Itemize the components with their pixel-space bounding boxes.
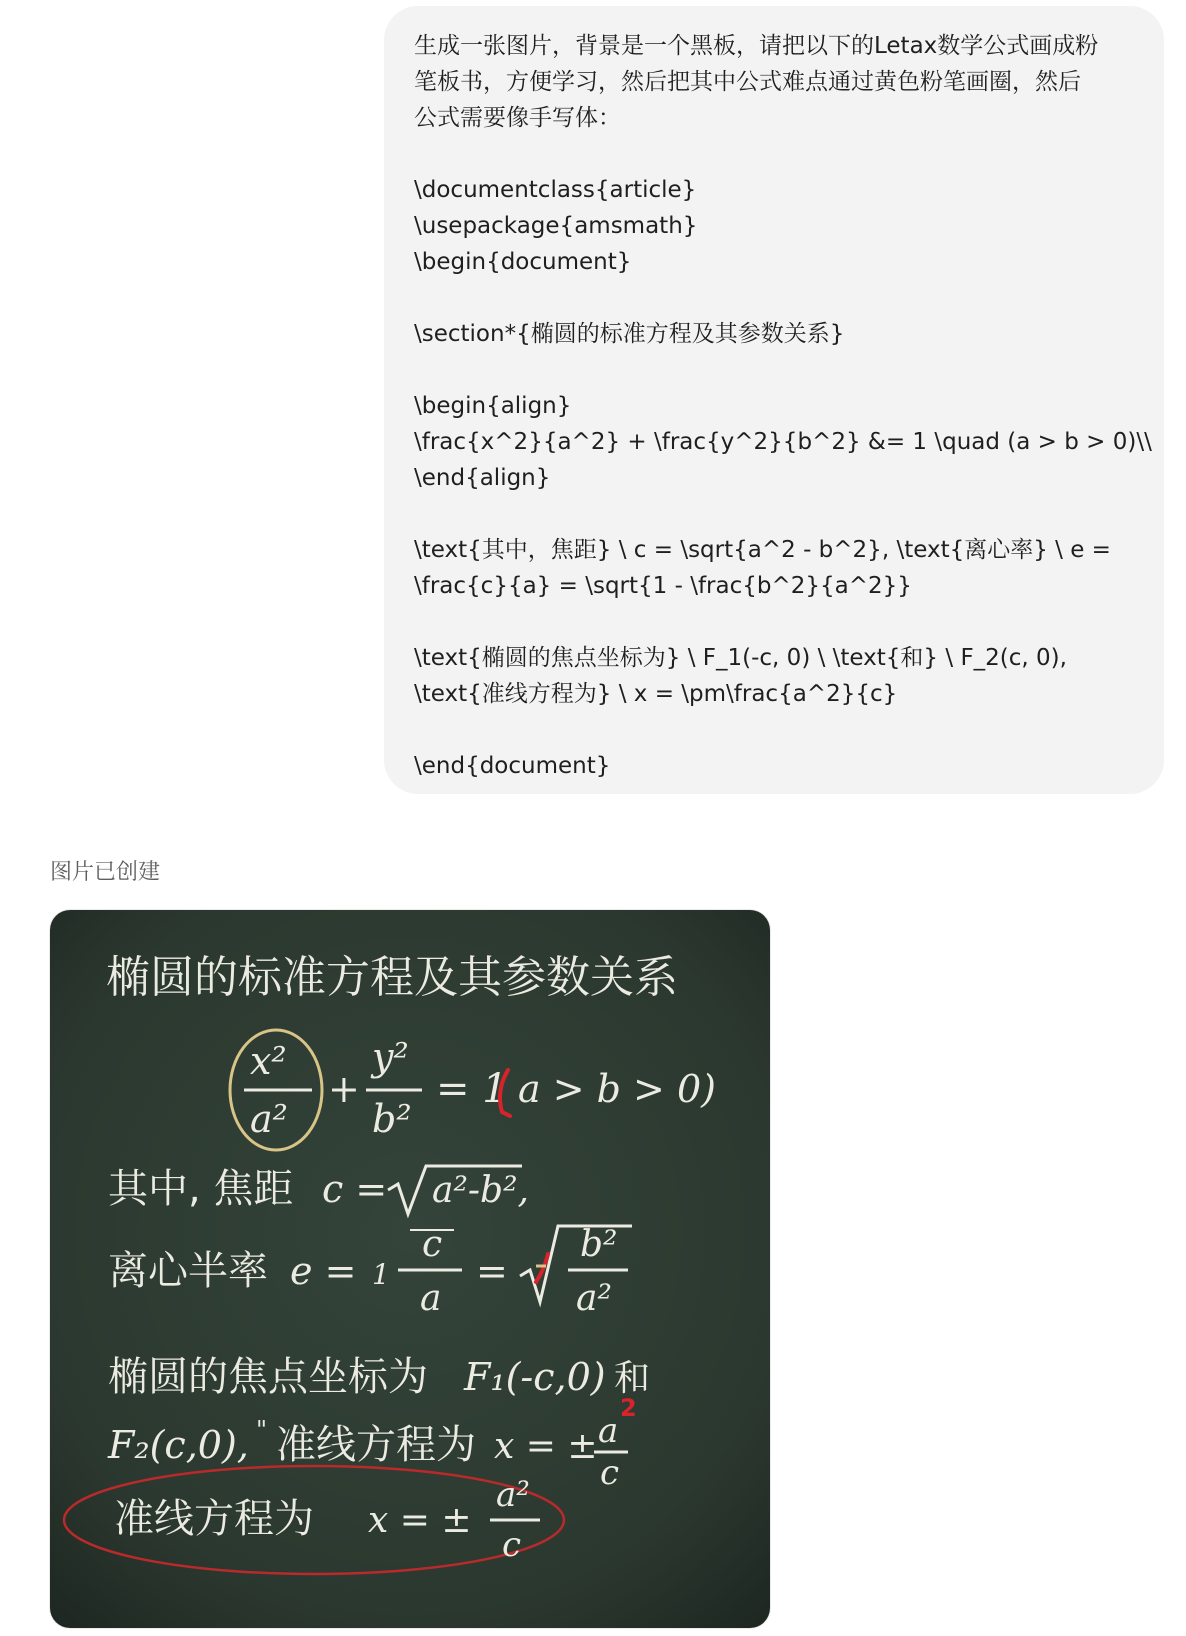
line3-sqrt-denominator: a² <box>576 1278 612 1319</box>
user-message-latex-code <box>414 172 1152 784</box>
latex-code-line: \begin{document} <box>414 249 632 275</box>
line2-label: 其中, 焦距 <box>108 1166 294 1212</box>
line4-f1: F₁(-c,0) <box>464 1355 606 1399</box>
board-title: 椭圆的标准方程及其参数关系 <box>106 952 678 1003</box>
latex-code-line: \text{其中，焦距} \ c = \sqrt{a^2 - b^2}, \text{离心率} \ e = <box>414 537 1111 563</box>
chalkboard-svg <box>50 910 770 1628</box>
latex-code-line: \end{align} <box>414 465 551 491</box>
latex-code-line <box>414 496 1134 532</box>
line2-radicand: a²-b², <box>432 1170 529 1211</box>
latex-code-line: \usepackage{amsmath} <box>414 213 698 239</box>
eq1-rhs: = 1 <box>436 1066 508 1112</box>
eq1-denominator-b2: b² <box>372 1097 412 1141</box>
line3-equals: = <box>476 1249 508 1293</box>
line6-numerator: a² <box>496 1475 530 1515</box>
line2-expression: c = <box>322 1167 388 1211</box>
latex-code-line <box>414 352 1134 388</box>
latex-code-line: \section*{椭圆的标准方程及其参数关系} <box>414 321 845 347</box>
line4-label: 椭圆的焦点坐标为 <box>108 1354 428 1400</box>
line6-expression: x = ± <box>368 1500 472 1541</box>
line3-denominator-a: a <box>420 1278 442 1319</box>
eq1-plus: + <box>328 1067 360 1111</box>
line5-denominator: c <box>600 1453 620 1493</box>
latex-code-line <box>414 712 1134 748</box>
line5-numerator: a <box>598 1411 619 1451</box>
latex-code-line: \text{准线方程为} \ x = \pm\frac{a^2}{c} <box>414 681 898 707</box>
line4-and: 和 <box>614 1358 651 1399</box>
line3-label: 离心半率 <box>108 1248 268 1294</box>
latex-code-line <box>414 604 1134 640</box>
user-message-line: 生成一张图片，背景是一个黑板，请把以下的Letax数学公式画成粉 <box>414 33 1099 59</box>
eq1-condition: a > b > 0) <box>518 1067 716 1111</box>
line6-denominator: c <box>502 1525 522 1565</box>
line6-label: 准线方程为 <box>114 1496 314 1542</box>
latex-code-line: \begin{align} <box>414 393 572 419</box>
generated-chalkboard-image[interactable] <box>50 910 770 1628</box>
latex-code-line: \documentclass{article} <box>414 177 697 203</box>
eq1-numerator-x2: x² <box>250 1039 287 1083</box>
latex-code-line: \frac{c}{a} = \sqrt{1 - \frac{b^2}{a^2}} <box>414 573 912 599</box>
line3-numerator-c: c <box>422 1224 443 1265</box>
latex-code-line: \end{document} <box>414 753 611 779</box>
paragraph-gap <box>414 136 1134 172</box>
red-superscript-2: 2 <box>620 1394 637 1422</box>
image-created-status: 图片已创建 <box>50 860 161 885</box>
line3-one: 1 <box>372 1258 390 1291</box>
user-message-bubble <box>384 6 1164 794</box>
latex-code-line <box>414 280 1134 316</box>
line5-label: 准线方程为 <box>276 1422 476 1468</box>
line5-quote: " <box>256 1416 268 1444</box>
eq1-denominator-a2: a² <box>250 1097 288 1141</box>
eq1-numerator-y2: y² <box>372 1035 409 1079</box>
line3-sqrt-numerator: b² <box>580 1224 618 1265</box>
latex-code-line: \frac{x^2}{a^2} + \frac{y^2}{b^2} &= 1 \quad (a > b > 0)\\ <box>414 429 1152 455</box>
latex-code-line: \text{椭圆的焦点坐标为} \ F_1(-c, 0) \ \text{和} \ F_2(c, 0), <box>414 645 1067 671</box>
line5-f2: F₂(c,0), <box>108 1423 249 1467</box>
user-message-line: 笔板书，方便学习，然后把其中公式难点通过黄色粉笔画圈，然后 <box>414 69 1081 95</box>
user-message-intro <box>414 28 1134 136</box>
line5-expression: x = ± <box>494 1426 598 1467</box>
user-message-line: 公式需要像手写体： <box>414 105 621 131</box>
line3-lhs: e = <box>290 1249 357 1293</box>
